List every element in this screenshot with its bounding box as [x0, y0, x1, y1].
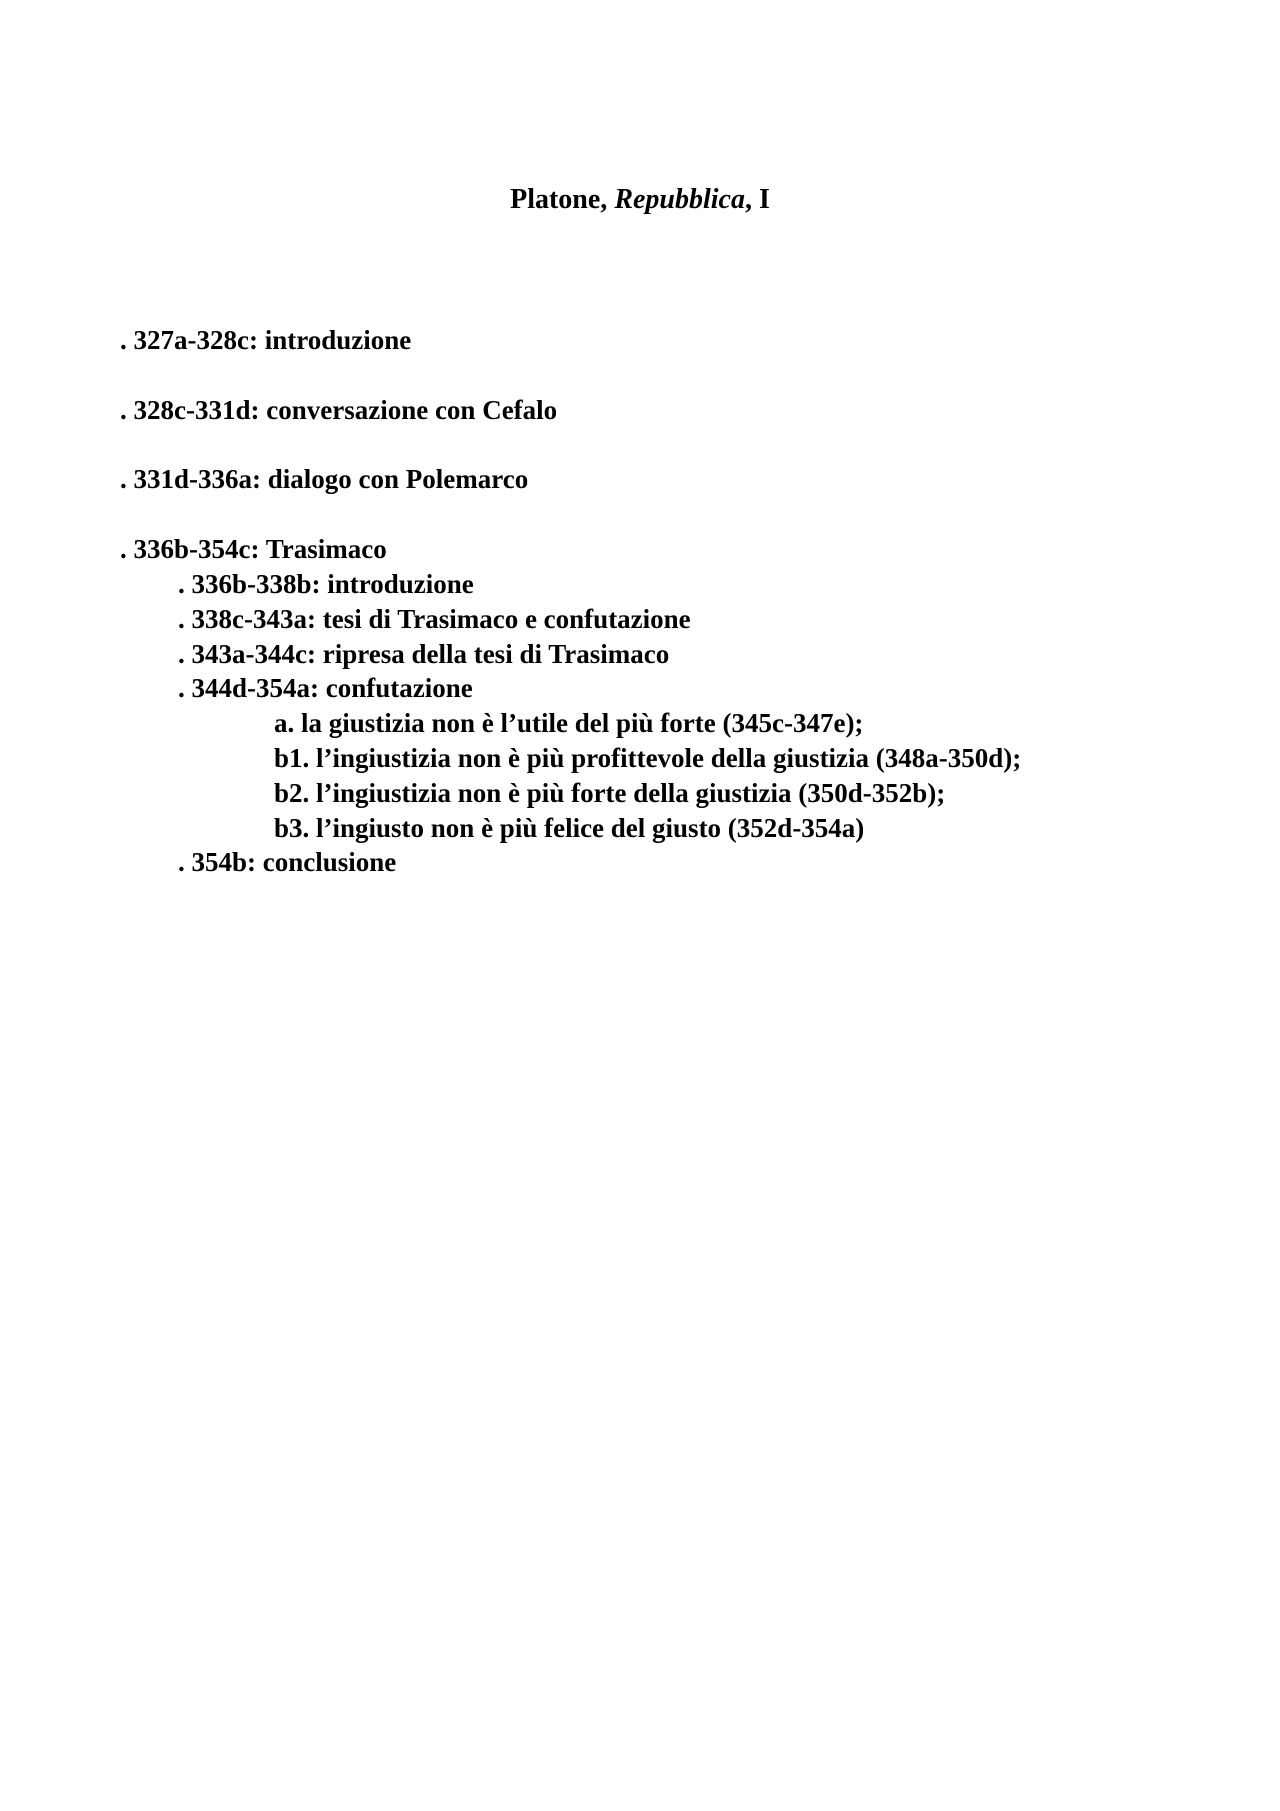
- outline-section-introduzione: . 327a-328c: introduzione: [120, 325, 412, 355]
- title-book: , I: [744, 184, 770, 215]
- title-work: Repubblica: [614, 184, 745, 215]
- outline-point-b2: b2. l’ingiustizia non è più forte della giustizia (350d-352b);: [274, 778, 946, 808]
- outline-subsection-introduzione: . 336b-338b: introduzione: [178, 569, 474, 599]
- outline-point-b1: b1. l’ingiustizia non è più profittevole della giustizia (348a-350d);: [274, 743, 1022, 773]
- outline-point-a: a. la giustizia non è l’utile del più forte (345c-347e);: [274, 708, 864, 738]
- outline-subsection-confutazione: . 344d-354a: confutazione: [178, 673, 473, 703]
- outline-subsection-tesi: . 338c-343a: tesi di Trasimaco e confutazione: [178, 604, 691, 634]
- outline-section-trasimaco: . 336b-354c: Trasimaco: [120, 534, 387, 564]
- outline-section-cefalo: . 328c-331d: conversazione con Cefalo: [120, 395, 558, 425]
- outline-subsection-conclusione: . 354b: conclusione: [178, 847, 397, 877]
- outline-subsection-ripresa: . 343a-344c: ripresa della tesi di Trasimaco: [178, 639, 670, 669]
- title-author: Platone,: [510, 184, 615, 215]
- outline-point-b3: b3. l’ingiusto non è più felice del giusto (352d-354a): [274, 813, 865, 843]
- page-title: [0, 182, 1280, 218]
- outline-section-polemarco: . 331d-336a: dialogo con Polemarco: [120, 464, 529, 494]
